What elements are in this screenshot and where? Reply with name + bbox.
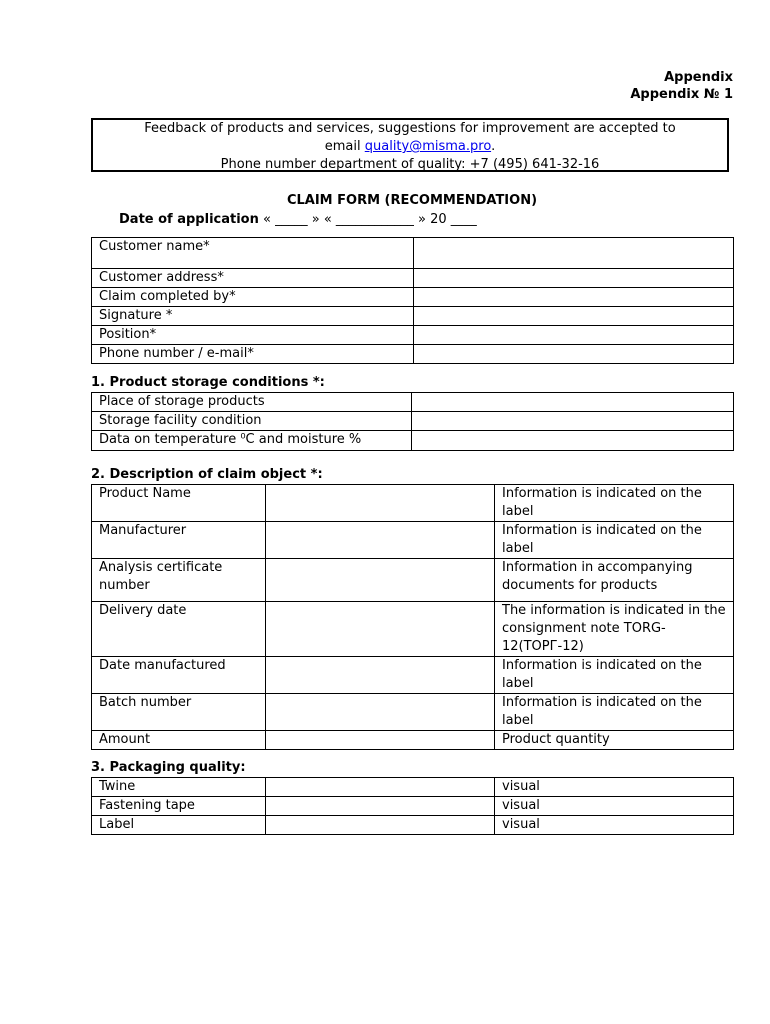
delivery-date-field[interactable] xyxy=(266,602,495,657)
section2-heading: 2. Description of claim object *: xyxy=(91,467,323,482)
analysis-certificate-info: Information in accompanying documents for products xyxy=(495,559,734,602)
feedback-notice xyxy=(91,118,729,172)
table-row xyxy=(92,797,734,816)
fastening-tape-label: Fastening tape xyxy=(92,797,266,816)
manufacturer-info: Information is indicated on the label xyxy=(495,522,734,559)
table-row xyxy=(92,657,734,694)
table-row xyxy=(92,731,734,750)
appendix-number: Appendix № 1 xyxy=(630,87,733,102)
customer-name-label: Customer name* xyxy=(92,238,414,269)
storage-facility-field[interactable] xyxy=(412,412,734,431)
date-label: Date of application xyxy=(119,212,259,227)
temperature-moisture-label: Data on temperature ⁰C and moisture % xyxy=(92,431,412,451)
customer-address-field[interactable] xyxy=(414,269,734,288)
manufacturer-label: Manufacturer xyxy=(92,522,266,559)
claim-completed-by-field[interactable] xyxy=(414,288,734,307)
notice-phone: Phone number department of quality: +7 (495) 641-32-16 xyxy=(220,157,600,172)
table-row xyxy=(92,602,734,657)
notice-email-line xyxy=(93,138,727,156)
storage-place-label: Place of storage products xyxy=(92,393,412,412)
signature-field[interactable] xyxy=(414,307,734,326)
position-field[interactable] xyxy=(414,326,734,345)
section1-heading: 1. Product storage conditions *: xyxy=(91,375,325,390)
date-manufactured-field[interactable] xyxy=(266,657,495,694)
amount-field[interactable] xyxy=(266,731,495,750)
table-row xyxy=(92,522,734,559)
fastening-tape-field[interactable] xyxy=(266,797,495,816)
fastening-tape-info: visual xyxy=(495,797,734,816)
table-row xyxy=(92,393,734,412)
product-name-label: Product Name xyxy=(92,485,266,522)
quality-email-link[interactable]: quality@misma.pro xyxy=(364,139,492,154)
notice-line1: Feedback of products and services, suggestions for improvement are accepted to xyxy=(144,121,676,136)
batch-number-info: Information is indicated on the label xyxy=(495,694,734,731)
table-row xyxy=(92,559,734,602)
storage-conditions-table xyxy=(91,392,734,451)
storage-facility-label: Storage facility condition xyxy=(92,412,412,431)
table-row xyxy=(92,778,734,797)
amount-label: Amount xyxy=(92,731,266,750)
label-field[interactable] xyxy=(266,816,495,835)
twine-label: Twine xyxy=(92,778,266,797)
table-row xyxy=(92,694,734,731)
table-row xyxy=(92,816,734,835)
packaging-quality-table xyxy=(91,777,734,835)
table-row xyxy=(92,269,734,288)
delivery-date-info: The information is indicated in the consignment note TORG-12(ТОРГ-12) xyxy=(495,602,734,657)
appendix-title: Appendix xyxy=(664,70,733,85)
table-row xyxy=(92,412,734,431)
table-row xyxy=(92,326,734,345)
table-row xyxy=(92,307,734,326)
label-info: visual xyxy=(495,816,734,835)
customer-name-field[interactable] xyxy=(414,238,734,269)
notice-email-prefix: email xyxy=(324,139,365,154)
temperature-moisture-field[interactable] xyxy=(412,431,734,451)
claim-object-table xyxy=(91,484,734,750)
customer-table xyxy=(91,237,734,364)
twine-info: visual xyxy=(495,778,734,797)
table-row xyxy=(92,345,734,364)
twine-field[interactable] xyxy=(266,778,495,797)
batch-number-field[interactable] xyxy=(266,694,495,731)
manufacturer-field[interactable] xyxy=(266,522,495,559)
product-name-info: Information is indicated on the label xyxy=(495,485,734,522)
claim-completed-by-label: Claim completed by* xyxy=(92,288,414,307)
analysis-certificate-field[interactable] xyxy=(266,559,495,602)
storage-place-field[interactable] xyxy=(412,393,734,412)
date-manufactured-info: Information is indicated on the label xyxy=(495,657,734,694)
label-label: Label xyxy=(92,816,266,835)
amount-info: Product quantity xyxy=(495,731,734,750)
table-row xyxy=(92,485,734,522)
form-title: CLAIM FORM (RECOMMENDATION) xyxy=(286,193,538,208)
phone-email-label: Phone number / e-mail* xyxy=(92,345,414,364)
table-row xyxy=(92,238,734,269)
analysis-certificate-label: Analysis certificate number xyxy=(92,559,266,602)
date-manufactured-label: Date manufactured xyxy=(92,657,266,694)
delivery-date-label: Delivery date xyxy=(92,602,266,657)
date-of-application xyxy=(119,212,477,227)
customer-address-label: Customer address* xyxy=(92,269,414,288)
product-name-field[interactable] xyxy=(266,485,495,522)
phone-email-field[interactable] xyxy=(414,345,734,364)
table-row xyxy=(92,431,734,451)
signature-label: Signature * xyxy=(92,307,414,326)
section3-heading: 3. Packaging quality: xyxy=(91,760,246,775)
date-blanks[interactable]: « _____ » « ____________ » 20 ____ xyxy=(263,212,477,227)
position-label: Position* xyxy=(92,326,414,345)
table-row xyxy=(92,288,734,307)
batch-number-label: Batch number xyxy=(92,694,266,731)
notice-email-suffix: . xyxy=(491,139,496,154)
